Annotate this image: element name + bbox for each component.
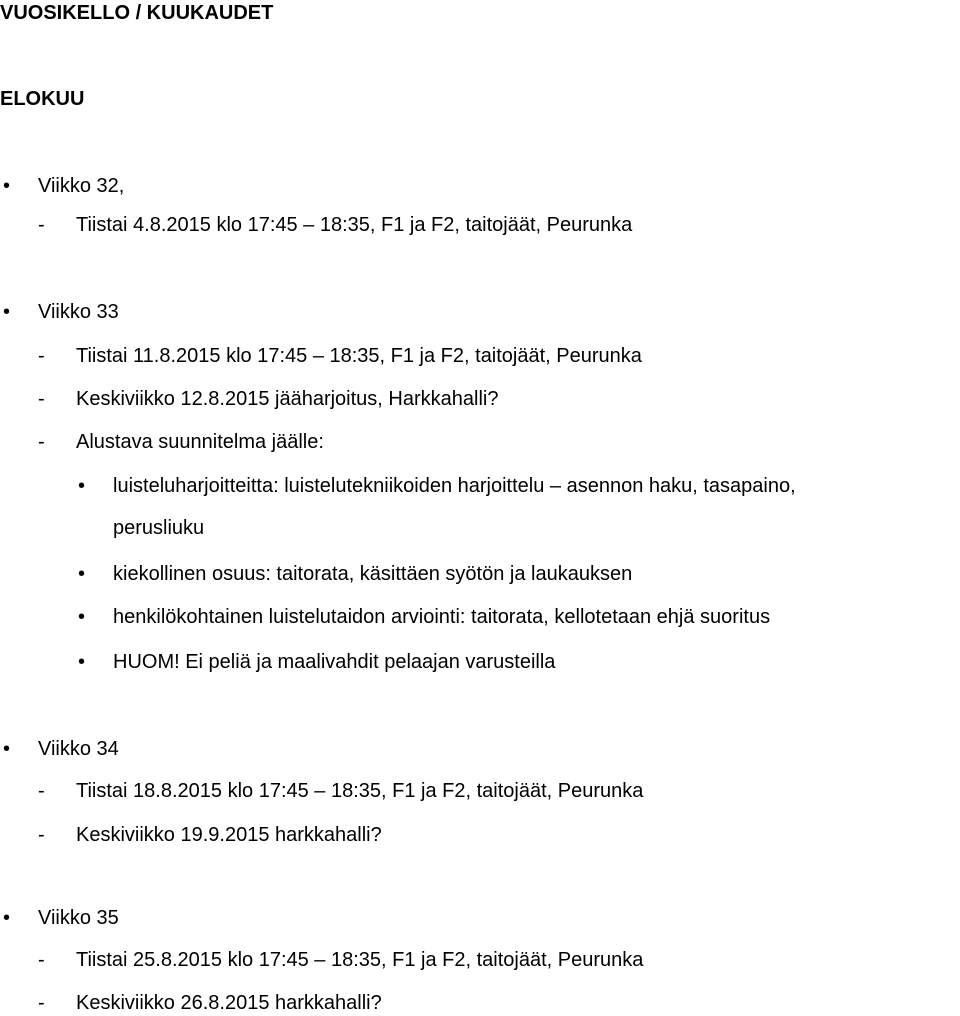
- plan-item-text: perusliuku: [113, 517, 205, 539]
- dash-marker: -: [38, 780, 45, 802]
- plan-item-text: kiekollinen osuus: taitorata, käsittäen syötön ja laukauksen: [113, 563, 633, 585]
- dash-marker: -: [38, 949, 45, 971]
- bullet-icon: •: [78, 475, 86, 497]
- list-item-text: Keskiviikko 12.8.2015 jääharjoitus, Harkkahalli?: [76, 388, 499, 410]
- dash-marker: -: [38, 824, 45, 846]
- week-heading-text: Viikko 32,: [38, 175, 125, 197]
- bullet-icon: •: [3, 175, 11, 197]
- plan-item-text: HUOM! Ei peliä ja maalivahdit pelaajan varusteilla: [113, 651, 556, 673]
- week-heading-text: Viikko 35: [38, 907, 119, 929]
- list-item-text: Keskiviikko 19.9.2015 harkkahalli?: [76, 824, 382, 846]
- dash-marker: -: [38, 214, 45, 236]
- bullet-icon: •: [78, 606, 86, 628]
- bullet-icon: •: [3, 301, 11, 323]
- dash-marker: -: [38, 992, 45, 1014]
- list-item-text: Tiistai 4.8.2015 klo 17:45 – 18:35, F1 ja F2, taitojäät, Peurunka: [76, 214, 633, 236]
- month-heading: ELOKUU: [0, 88, 85, 110]
- plan-item-text: luisteluharjoitteitta: luistelutekniikoiden harjoittelu – asennon haku, tasapaino,: [113, 475, 796, 497]
- bullet-icon: •: [3, 738, 11, 760]
- bullet-icon: •: [78, 563, 86, 585]
- dash-marker: -: [38, 388, 45, 410]
- document-title: VUOSIKELLO / KUUKAUDET: [0, 2, 274, 24]
- bullet-icon: •: [78, 651, 86, 673]
- list-item-text: Tiistai 11.8.2015 klo 17:45 – 18:35, F1 ja F2, taitojäät, Peurunka: [76, 345, 642, 367]
- list-item-text: Tiistai 18.8.2015 klo 17:45 – 18:35, F1 ja F2, taitojäät, Peurunka: [76, 780, 644, 802]
- list-item-text: Alustava suunnitelma jäälle:: [76, 431, 324, 453]
- list-item-text: Tiistai 25.8.2015 klo 17:45 – 18:35, F1 ja F2, taitojäät, Peurunka: [76, 949, 644, 971]
- dash-marker: -: [38, 431, 45, 453]
- plan-item-text: henkilökohtainen luistelutaidon arviointi: taitorata, kellotetaan ehjä suoritus: [113, 606, 771, 628]
- week-heading-text: Viikko 34: [38, 738, 119, 760]
- dash-marker: -: [38, 345, 45, 367]
- week-heading-text: Viikko 33: [38, 301, 119, 323]
- bullet-icon: •: [3, 907, 11, 929]
- list-item-text: Keskiviikko 26.8.2015 harkkahalli?: [76, 992, 382, 1014]
